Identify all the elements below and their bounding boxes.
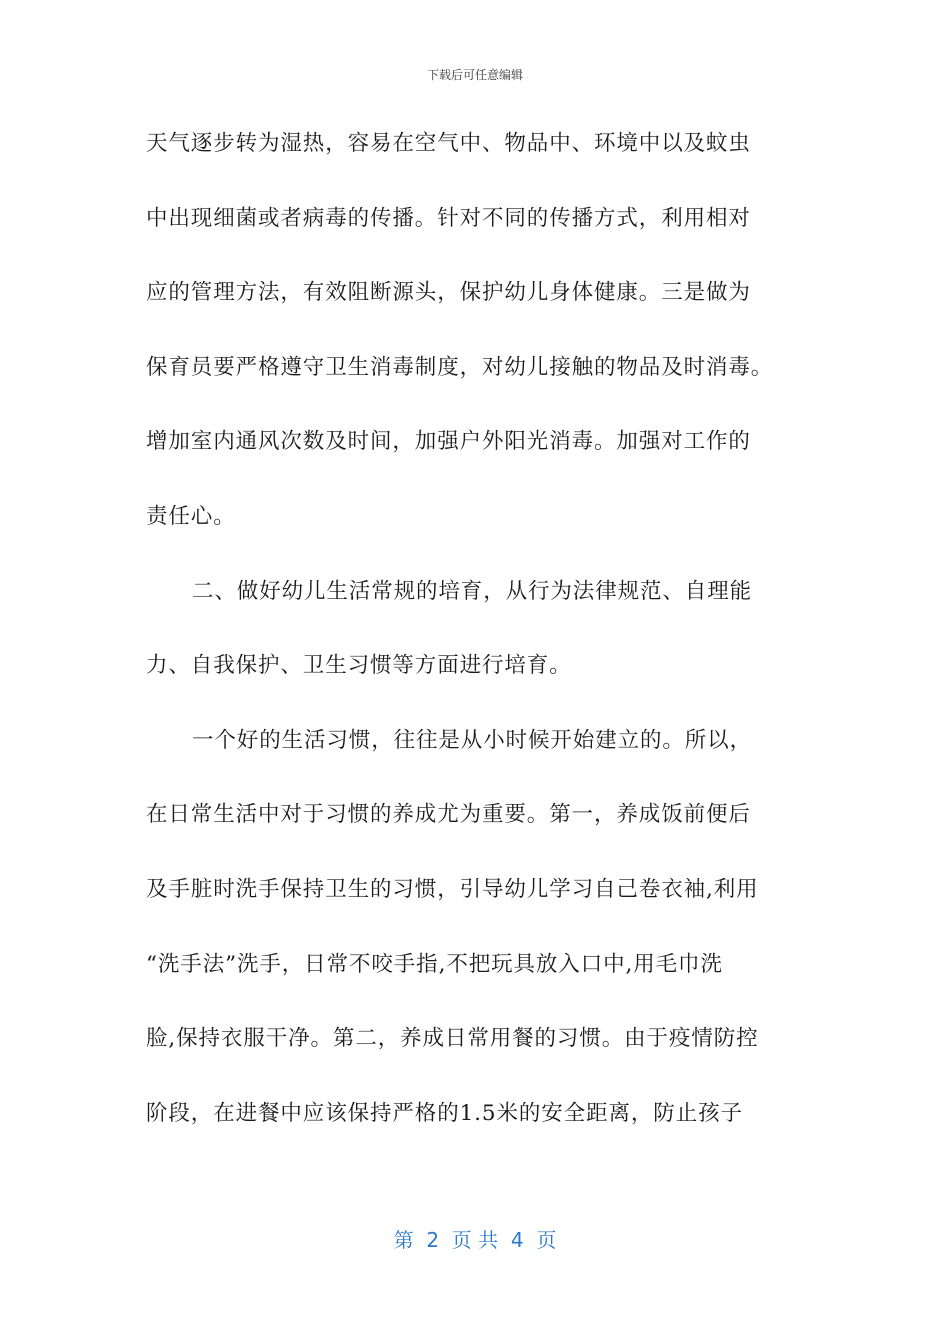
text-line: 责任心。 (146, 503, 236, 529)
text-line: “洗手法”洗手，日常不咬手指,不把玩具放入口中,用毛巾洗 (146, 951, 723, 977)
document-body (146, 127, 816, 1171)
page-number-footer: 第 2 页 共 4 页 (393, 1228, 557, 1252)
text-line: 增加室内通风次数及时间，加强户外阳光消毒。加强对工作的 (146, 429, 751, 455)
text-line: 中出现细菌或者病毒的传播。针对不同的传播方式，利用相对 (146, 205, 751, 231)
text-line: 天气逐步转为湿热，容易在空气中、物品中、环境中以及蚊虫 (146, 131, 751, 156)
text-line: 应的管理方法，有效阻断源头，保护幼儿身体健康。三是做为 (146, 280, 751, 306)
section-heading-line: 力、自我保护、卫生习惯等方面进行培育。 (146, 653, 572, 679)
header-note: 下载后可任意编辑 (426, 68, 523, 82)
text-line: 脸,保持衣服干净。第二，养成日常用餐的习惯。由于疫情防控 (146, 1026, 759, 1052)
text-line: 在日常生活中对于习惯的养成尤为重要。第一，养成饭前便后 (146, 802, 751, 828)
text-line: 保育员要严格遵守卫生消毒制度，对幼儿接触的物品及时消毒。 (146, 354, 774, 380)
text-line: 及手脏时洗手保持卫生的习惯，引导幼儿学习自己卷衣袖,利用 (146, 876, 759, 902)
text-line: 阶段，在进餐中应该保持严格的1.5米的安全距离，防止孩子 (146, 1100, 743, 1126)
section-heading-line: 二、做好幼儿生活常规的培育，从行为法律规范、自理能 (192, 578, 753, 604)
paragraph-start-line: 一个好的生活习惯，往往是从小时候开始建立的。所以， (192, 727, 753, 753)
